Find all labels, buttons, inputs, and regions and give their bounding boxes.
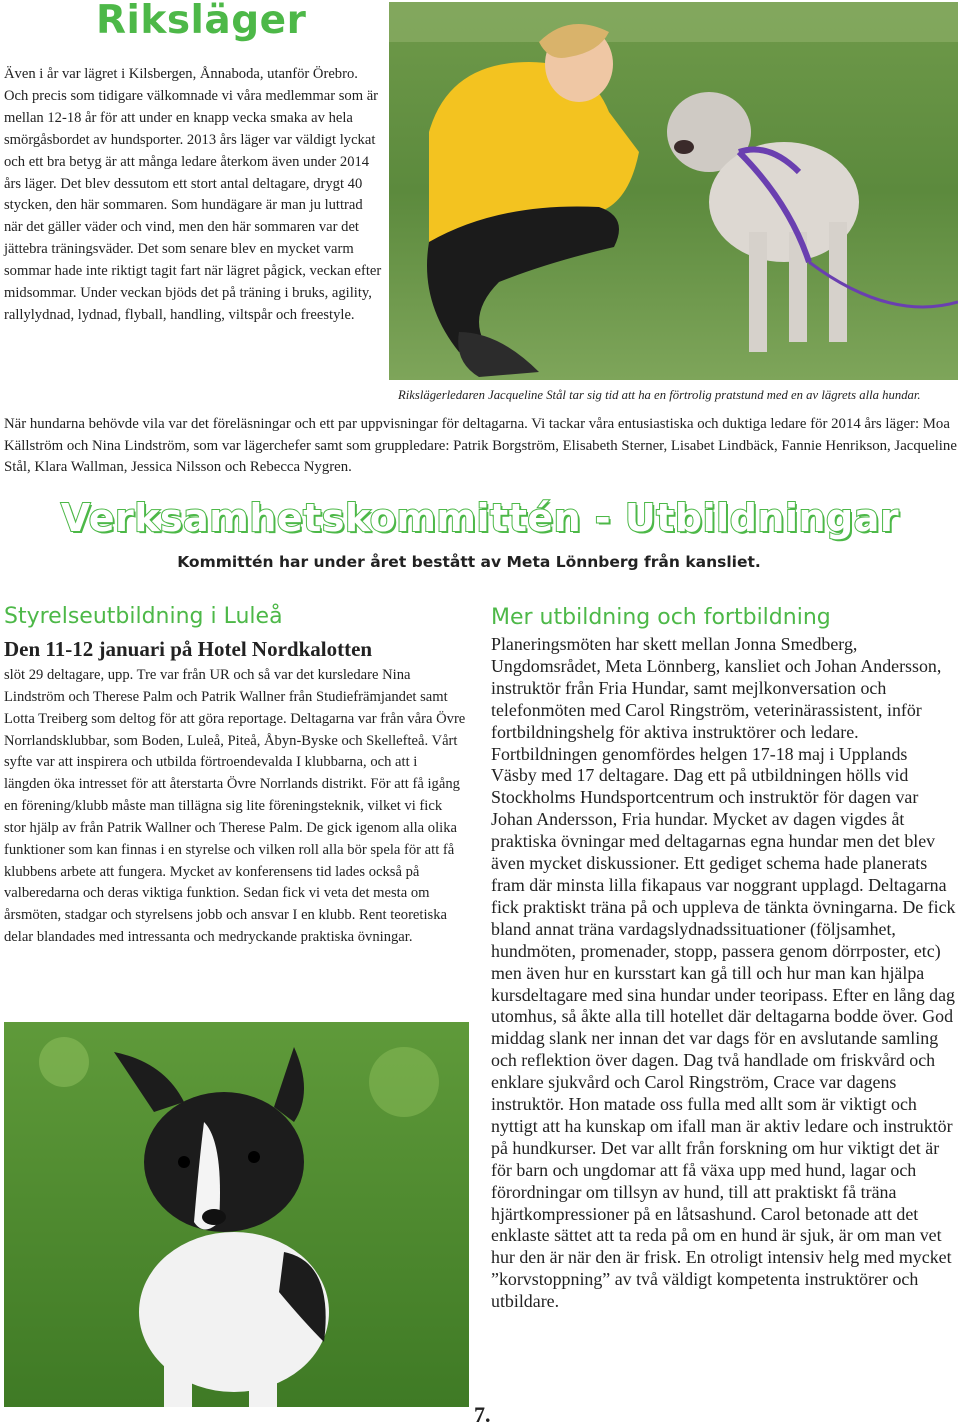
mer-utbildning-paragraph: Planeringsmöten har skett mellan Jonna Smedberg, Ungdomsrådet, Meta Lönnberg, kansliet och Johan Andersson, instruktör från Fria Hundar, samt mejlkonversation och telefonmöten med Carol Ringström, veterinärassistent, inför fortbildningshelg för aktiva instruktörer och ledare. Fortbildningen genomfördes helgen 17-18 maj i Upplands Väsby med 17 deltagare. Dag ett på utbildningen hölls vid Stockholms Hundsportcentrum och instruktör för dagen var Johan Andersson, Fria hundar. Mycket av dagen vigdes åt praktiska övningar med deltagarnas egna hundar men det blev även mycket diskussioner. Ett gediget schema hade planerats fram där minsta lilla fikapaus var noggrant upplagd. Deltagarna fick praktiskt träna på och uppleva de tänkta övningarna. De fick bland annat träna vardagslydnadssituationer (följsamhet, hundmöten, promenader, stopp, passera genom dörrposter, etc) men även hur en kursstart kan gå till och hur man kan hjälpa kursdeltagare med sina hundar under teoripass. Efter en lång dag utomhus, så åkte alla till hotellet där deltagarna bodde över. God middag slank ner innan det var dags för en avslutande samling och reflektion över dagen. Dag två handlade om friskvård och enklare sjukvård och Carol Ringström, Crace var dagens instruktör. Hon matade oss fulla med allt som är viktigt och nyttigt att ha kunskap om ifall man är aktiv ledare och instruktör på hundkurser. Det var allt från forskning om hur viktigt det är för barn och ungdomar att få växa upp med hund, lagar och förordningar om tillsyn av hund, till att praktiskt få träna hjärtkompressioner på en låtsashund. Carol betonade att det enklaste sättet att ta reda på om en hund är sjuk, är om man vet hur den är när den är frisk. En otroligt intensiv helg med mycket ”korvstoppning” av två väldigt kompetenta instruktörer och utbildare. xyxy=(491,634,956,1312)
styrelse-paragraph: slöt 29 deltagare, upp. Tre var från UR och så var det kursledare Nina Lindström och Therese Palm och Patrik Wallner från Studiefrämjandet samt Lotta Treiberg som deltog för att göra reportage. Deltagarna var från våra Övre Norrlandsklubbar, som Boden, Luleå, Piteå, Åbyn-Byske och Skellefteå. Vårt syfte var att inspirera och utbilda förtroendevalda I klubbarna, och att i längden öka intresset för att återstarta Övre Norrlands distrikt. För att få igång en förening/klubb måste man tillägna sig lite föreningsteknik, vilket vi fick stor hjälp av från Patrik Wallner och Therese Palm. De gick igenom alla olika funktioner som kan finnas i en styrelse och vilken roll alla bör spela för att få klubbens arbete att fungera. Mycket av konferensens tid lades också på valberedarna och deras viktiga funktion. Sedan fick vi veta det mesta om årsmöten, stadgar och styrelsens jobb och ansvar I en klubb. Rent teoretiska delar blandades med intressanta och medryckande praktiska övningar. xyxy=(4,667,466,946)
photo-puppy xyxy=(4,1022,469,1407)
second-paragraph: När hundarna behövde vila var det föreläsningar och ett par uppvisningar för deltagarna. Vi tackar våra entusiastiska och duktiga ledare för 2014 års läger: Moa Källström och Nina Lindström, som var lägerchefer samt som gruppledare: Patrik Borgström, Elisabeth Sterner, Lisabet Lindbäck, Fannie Henrikson, Jacqueline Stål, Klara Wallman, Jessica Nilsson och Rebecca Nygren. xyxy=(4,416,957,475)
photo-caption: Rikslägerledaren Jacqueline Stål tar sig tid att ha en förtrolig pratstund med en av lägrets alla hundar. xyxy=(398,388,921,402)
photo-leader-with-dog xyxy=(389,2,958,380)
mer-utbildning-heading: Mer utbildning och fortbildning xyxy=(491,605,831,630)
committee-heading: Verksamhetskommittén - Utbildningar xyxy=(60,496,900,540)
styrelse-subheading: Den 11-12 januari på Hotel Nordkalotten xyxy=(4,637,373,661)
intro-paragraph: Även i år var lägret i Kilsbergen, Ånnaboda, utanför Örebro. Och precis som tidigare välkomnade vi våra medlemmar som är mellan 12-18 år för att under en knapp vecka smaka av hela smörgåsbordet av hundsporter. 2013 års läger var väldigt lyckat och ett bra betyg är att många ledare återkom även under 2014 års läger. Det blev dessutom ett stort antal deltagare, drygt 40 stycken, den här sommaren. Som hundägare är man ju luttrad när det gäller väder och vind, men den här sommaren var det jättebra träningsväder. Det som senare blev en mycket varm sommar hade inte riktigt tagit fart när lägret pågick, veckan efter midsommar. Under veckan bjöds det på träning i bruks, agility, rallylydnad, lydnad, flyball, handling, viltspår och freestyle. xyxy=(4,66,382,323)
committee-subheading: Kommittén har under året bestått av Meta Lönnberg från kansliet. xyxy=(177,553,761,571)
styrelse-heading: Styrelseutbildning i Luleå xyxy=(4,604,283,629)
page-title: Riksläger xyxy=(96,0,307,43)
page-number: 7. xyxy=(474,1402,491,1427)
